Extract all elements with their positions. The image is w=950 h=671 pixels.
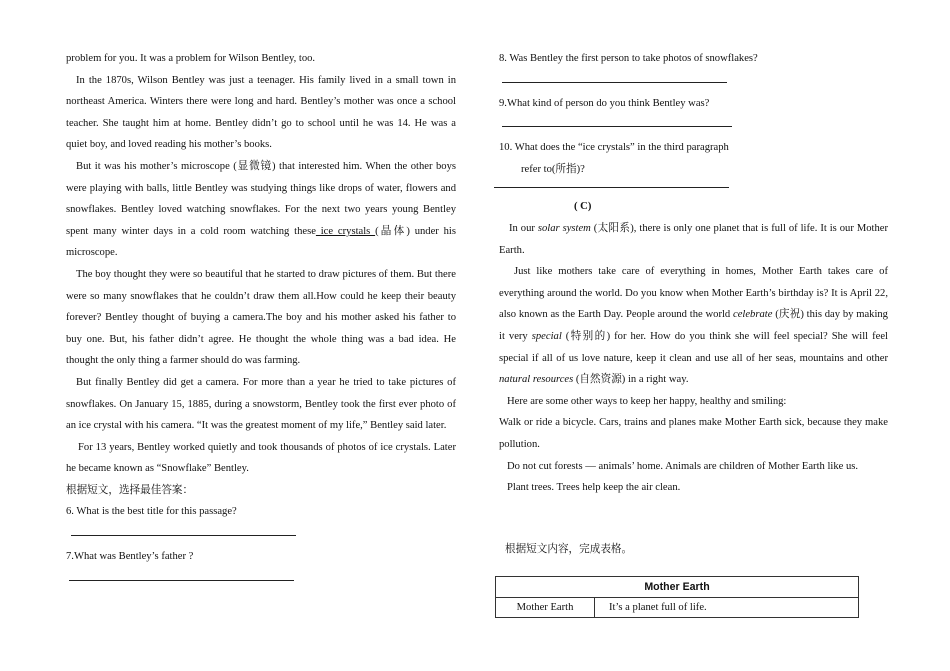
passage-c-paragraph-3: Here are some other ways to keep her happy, healthy and smiling: — [507, 395, 787, 407]
special-term: special — [531, 330, 562, 342]
choose-answer-instruction: 根据短文，选择最佳答案： — [66, 484, 194, 496]
question-9: 9.What kind of person do you think Bentley was? — [499, 97, 710, 109]
passage-b-paragraph-5: For 13 years, Bentley worked quietly and took thousands of photos of ice crystals. Later he became known as “Snowflake” Bentley. — [66, 441, 456, 475]
c1-text-a: In our — [509, 222, 538, 234]
c2-text-b: (庆祝) this day by making it very — [499, 309, 888, 342]
c2-text-c: (特别的) for her. How do you think she will feel special? She will feel special if all of us love nature, keep it clean and use all of her seas, mountains and other — [499, 330, 888, 364]
answer-line-6[interactable] — [71, 534, 296, 536]
passage-b-paragraph-0: problem for you. It was a problem for Wilson Bentley, too. — [66, 53, 316, 64]
question-7: 7.What was Bentley’s father ? — [66, 551, 194, 563]
question-10: 10. What does the “ice crystals” in the third paragraph — [499, 142, 729, 154]
complete-table-instruction: 根据短文内容，完成表格。 — [505, 543, 633, 555]
passage-c-paragraph-6: Plant trees. Trees help keep the air clean. — [507, 482, 681, 494]
table-row — [496, 598, 859, 618]
question-6: 6. What is the best title for this passage? — [66, 506, 237, 518]
question-10-continued: refer to(所指)? — [521, 163, 585, 175]
answer-line-9[interactable] — [502, 125, 732, 127]
passage-b-paragraph-1: In the 1870s, Wilson Bentley was just a teenager. His family lived in a small town in northeast America. Winters there were long and hard. Bentley’s mother was once a school teacher. She taught him at home. Bentley didn’t go to school until he was 14. He was a quiet boy, and loved reading his mother’s books. — [66, 74, 456, 151]
section-c-title: ( C) — [574, 201, 592, 213]
celebrate-term: celebrate — [733, 309, 773, 321]
answer-line-8[interactable] — [502, 81, 727, 83]
table-cell-label: Mother Earth — [496, 598, 595, 618]
passage-c-paragraph-2 — [499, 261, 888, 391]
passage-c-paragraph-4: Walk or ride a bicycle. Cars, trains and planes make Mother Earth sick, because they make pollution. — [499, 417, 888, 450]
passage-c-paragraph-5: Do not cut forests — animals’ home. Animals are children of Mother Earth like us. — [507, 460, 859, 472]
mother-earth-table — [495, 576, 859, 618]
passage-c-paragraph-1 — [499, 218, 888, 261]
passage-b-paragraph-4: But finally Bentley did get a camera. For more than a year he tried to take pictures of snowflakes. On January 15, 1885, during a snowstorm, Bentley took the first ever photo of an ice crystal with his camera. “It was the greatest moment of my life,” Bentley said later. — [66, 376, 456, 432]
solar-system-term: solar system — [537, 222, 591, 234]
c1-text-b: (太阳系), there is only one planet that is full of life. It is our Mother Earth. — [499, 222, 889, 256]
table-header-cell: Mother Earth — [496, 577, 859, 598]
question-8: 8. Was Bentley the first person to take photos of snowflakes? — [499, 53, 758, 64]
paragraph-2-text-b: (晶体) under his microscope. — [66, 225, 457, 259]
table-header-row — [496, 577, 859, 598]
left-column — [66, 48, 456, 591]
c2-text-a: Just like mothers take care of everything in homes, Mother Earth takes care of everything around the world. Do you know when Mother Earth’s birthday is? It is April 22, also known as the Earth Day. People around the world — [499, 266, 888, 321]
answer-line-10[interactable] — [494, 186, 729, 188]
paragraph-2-text-a: But it was his mother’s microscope (显微镜) that interested him. When the other boys were playing with balls, little Bentley was studying things like drops of water, flowers and snowflakes. Bentley loved watching snowflakes. For the next two years young Bentley spent many winter days in a cold room watching these — [66, 160, 456, 237]
c2-text-d: (自然资源) in a right way. — [573, 374, 689, 386]
passage-b-paragraph-3: The boy thought they were so beautiful that he started to draw pictures of them. But there were so many snowflakes that he couldn’t draw them all.How could he keep their beauty forever? Bentley thought of buying a camera.The boy and his mother asked his father to buy one. But, his father didn’t agree. He thought the whole thing was a bad idea. He thought the only thing a farmer should do was farming. — [66, 268, 456, 367]
table-cell-value[interactable]: It’s a planet full of life. — [595, 598, 859, 618]
answer-line-7[interactable] — [69, 579, 294, 581]
right-column — [499, 48, 888, 560]
passage-b-paragraph-2 — [66, 156, 456, 264]
natural-resources-term: natural resources — [499, 374, 574, 386]
ice-crystals-underlined: ice crystals — [315, 225, 376, 237]
